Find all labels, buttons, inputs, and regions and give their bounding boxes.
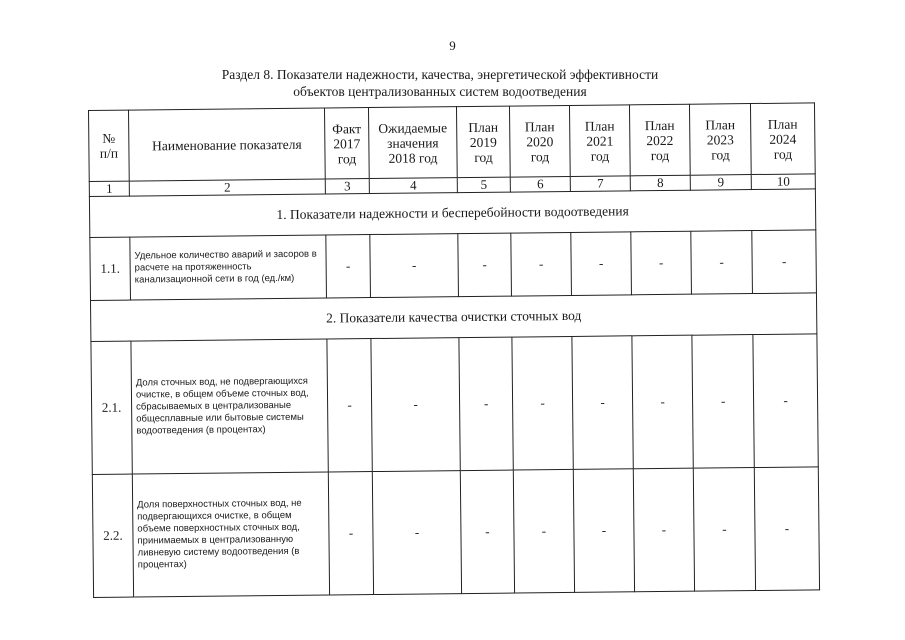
section-heading-1: 1. Показатели надежности и бесперебойности водоотведения: [89, 189, 815, 238]
table-row: [90, 230, 817, 301]
header-plan-2022: План 2022 год: [629, 104, 690, 176]
header-expected-2018: Ожидаемые значения 2018 год: [368, 107, 457, 179]
value-cell: -: [752, 230, 817, 294]
value-cell: -: [371, 338, 460, 472]
section-title-line-1: Раздел 8. Показатели надежности, качества, энергетической эффективности: [221, 67, 659, 82]
column-number: 7: [570, 176, 630, 192]
table-row: [91, 334, 818, 475]
indicators-table: [88, 102, 820, 598]
value-cell: -: [459, 337, 513, 471]
column-number: 8: [630, 175, 690, 191]
value-cell: -: [573, 469, 634, 593]
value-cell: -: [458, 233, 512, 297]
value-cell: -: [572, 336, 633, 470]
indicator-name: Доля сточных вод, не подвергающихся очистке, в общем объеме сточных вод, сбрасываемых в централизованые общесплавные или бытовые системы водоотведения (в процентах): [131, 339, 328, 474]
value-cell: -: [370, 234, 459, 298]
value-cell: -: [511, 232, 572, 296]
column-number: 6: [510, 176, 570, 192]
header-plan-2024: План 2024 год: [750, 103, 815, 175]
value-cell: -: [571, 232, 632, 296]
value-cell: -: [460, 470, 514, 594]
indicator-name: Доля поверхностных сточных вод, не подвергающихся очистке, в общем объеме поверхностных сточных вод, принимаемых в централизованную ливневую систему водоотведения (в процентах): [132, 472, 329, 597]
value-cell: -: [513, 469, 574, 593]
header-num: № п/п: [89, 110, 130, 181]
value-cell: -: [631, 231, 692, 295]
value-cell: -: [692, 335, 754, 469]
value-cell: -: [328, 472, 373, 595]
header-row: [89, 103, 816, 182]
header-plan-2020: План 2020 год: [509, 105, 570, 177]
column-number: 2: [129, 179, 325, 196]
section-title-line-2: объектов централизованных систем водоотведения: [293, 84, 587, 99]
header-plan-2021: План 2021 год: [569, 105, 630, 177]
value-cell: -: [633, 468, 694, 592]
column-number: 5: [457, 177, 510, 193]
header-name: Наименование показателя: [129, 108, 326, 181]
column-number: 1: [89, 181, 129, 196]
header-plan-2019: План 2019 год: [456, 106, 510, 178]
value-cell: -: [754, 467, 819, 591]
value-cell: -: [632, 335, 693, 469]
column-number: 10: [751, 174, 815, 190]
value-cell: -: [512, 336, 573, 470]
page-number: 9: [449, 38, 456, 53]
column-number: 4: [369, 178, 457, 194]
section-title: [150, 66, 730, 100]
indicators-sheet: [88, 102, 820, 598]
value-cell: -: [693, 468, 755, 592]
value-cell: -: [691, 231, 753, 295]
header-plan-2023: План 2023 год: [689, 104, 751, 176]
header-fact-2017: Факт 2017 год: [324, 108, 369, 179]
column-number: 9: [690, 175, 751, 191]
row-id: 2.1.: [91, 341, 132, 474]
column-number: 3: [325, 179, 369, 194]
value-cell: -: [327, 339, 372, 472]
value-cell: -: [372, 471, 461, 595]
table-row: [92, 467, 819, 598]
row-id: 1.1.: [90, 237, 131, 300]
indicator-name: Удельное количество аварий и засоров в расчете на протяженность канализационной сети в год (ед./км): [130, 235, 327, 300]
section-heading-2: 2. Показатели качества очистки сточных вод: [90, 293, 816, 342]
row-id: 2.2.: [92, 474, 133, 597]
value-cell: -: [326, 235, 371, 298]
value-cell: -: [753, 334, 818, 468]
